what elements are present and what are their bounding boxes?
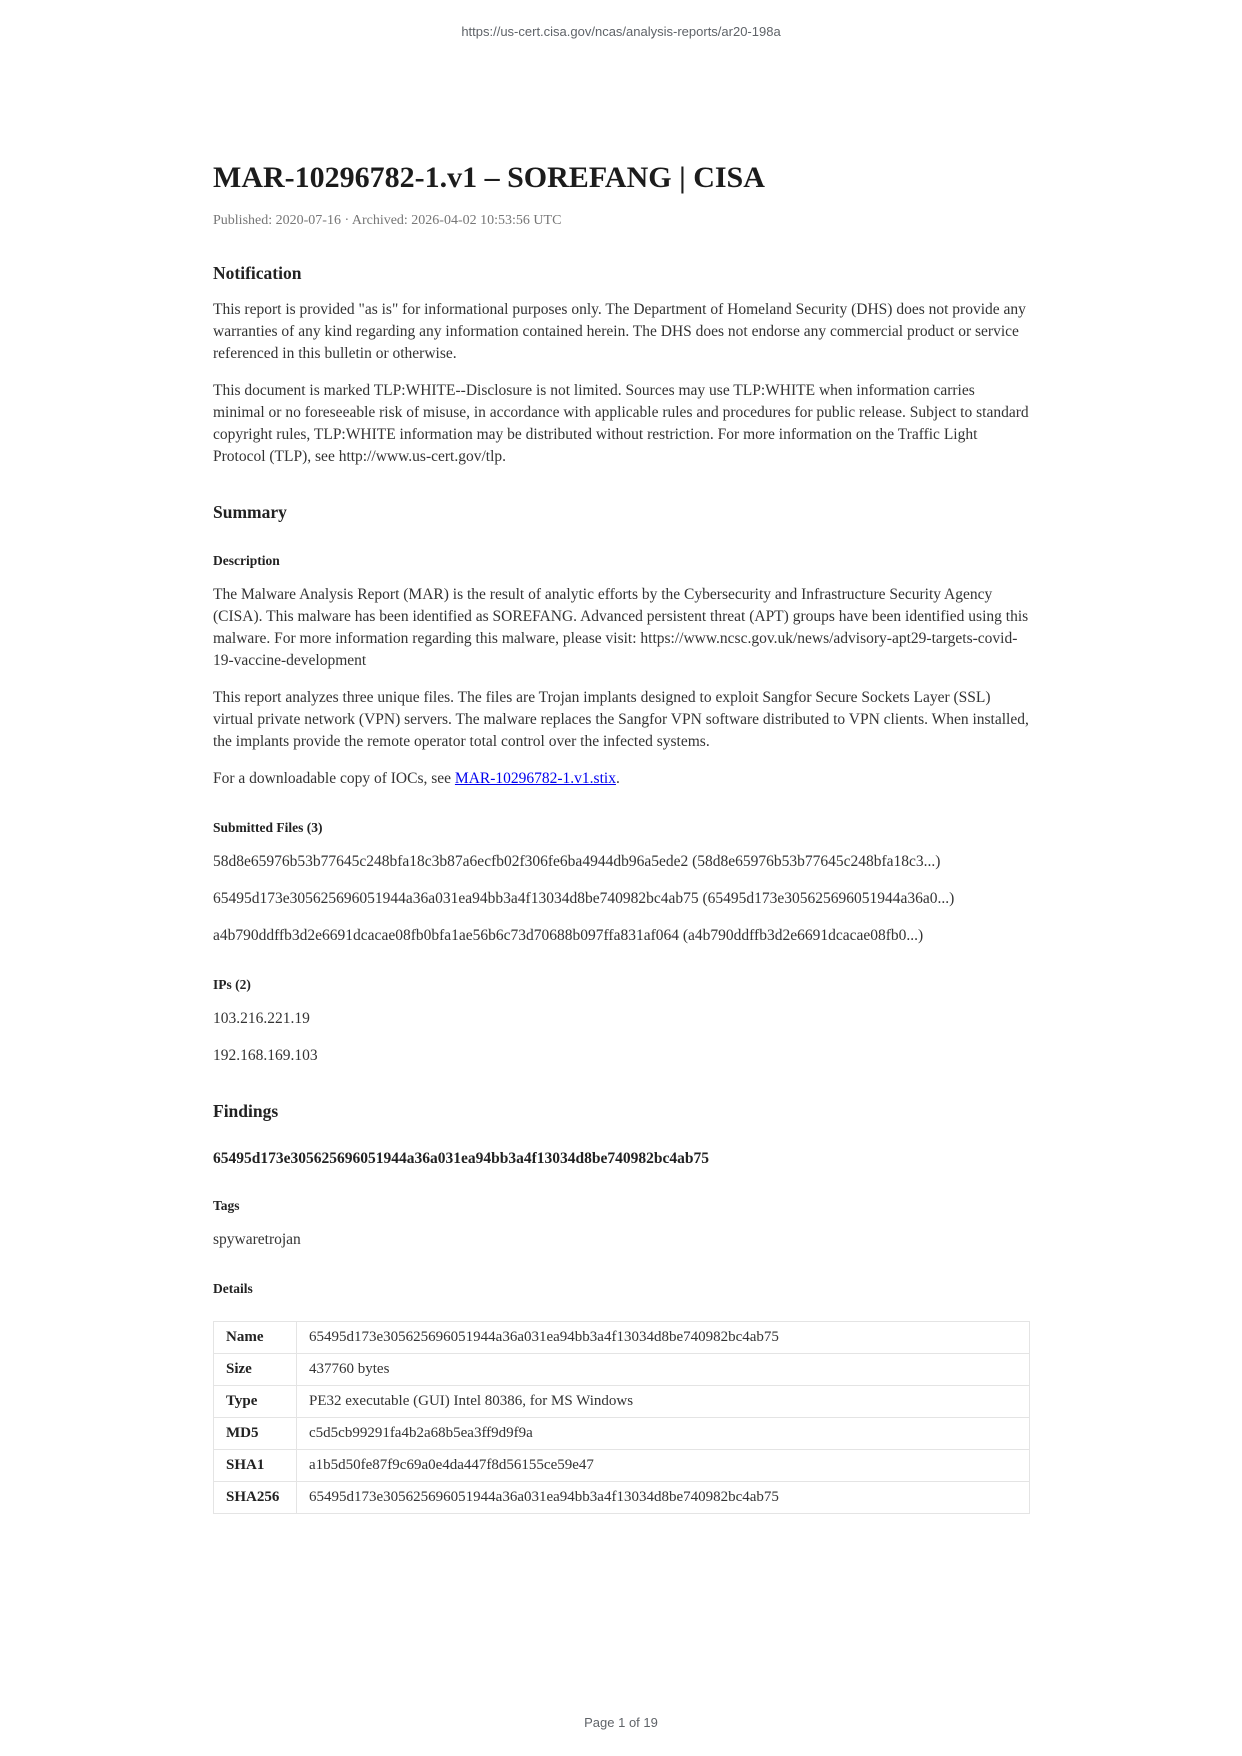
subheading-submitted-files: Submitted Files (3) [213, 820, 323, 835]
table-label: Type [214, 1386, 297, 1418]
notification-paragraph-1: This report is provided "as is" for informational purposes only. The Department of Homeland Security (DHS) does not provide any warranties of any kind regarding any information contained herein. The DHS does not endorse any commercial product or service referenced in this bulletin or otherwise. [213, 301, 1026, 362]
description-paragraph-1: The Malware Analysis Report (MAR) is the result of analytic efforts by the Cybersecurity and Infrastructure Security Agency (CISA). This malware has been identified as SOREFANG. Advanced persistent threat (APT) groups have been identified using this malware. For more information regarding this malware, please visit: https://www.ncsc.gov.uk/news/advisory-apt29-targets-covid-19-vaccine-development [213, 586, 1029, 669]
table-row-name [214, 1322, 1030, 1354]
table-label: Size [214, 1354, 297, 1386]
table-value: c5d5cb99291fa4b2a68b5ea3ff9d9f9a [297, 1418, 1030, 1450]
subheading-ips: IPs (2) [213, 977, 251, 992]
table-value: 437760 bytes [297, 1354, 1030, 1386]
table-row-size [214, 1354, 1030, 1386]
ioc-paragraph-text: For a downloadable copy of IOCs, see [213, 770, 455, 787]
page-title: MAR-10296782-1.v1 – SOREFANG | CISA [213, 161, 765, 194]
finding-file-hash-heading: 65495d173e305625696051944a36a031ea94bb3a4f13034d8be740982bc4ab75 [213, 1150, 710, 1167]
ip-address-1: 103.216.221.19 [213, 1010, 310, 1027]
submitted-file-hash-2: 65495d173e305625696051944a36a031ea94bb3a4f13034d8be740982bc4ab75 (65495d173e305625696051944a36a0...) [213, 890, 955, 907]
table-label: MD5 [214, 1418, 297, 1450]
table-value: a1b5d50fe87f9c69a0e4da447f8d56155ce59e47 [297, 1450, 1030, 1482]
description-paragraph-2: This report analyzes three unique files. The files are Trojan implants designed to exploit Sangfor Secure Sockets Layer (SSL) virtual private network (VPN) servers. The malware replaces the Sangfor VPN software distributed to VPN clients. When installed, the implants provide the remote operator total control over the infected systems. [213, 689, 1029, 750]
ip-address-2: 192.168.169.103 [213, 1047, 318, 1064]
published-archived-meta: Published: 2020-07-16 · Archived: 2026-04-02 10:53:56 UTC [213, 213, 562, 228]
table-label: SHA256 [214, 1482, 297, 1514]
table-label: SHA1 [214, 1450, 297, 1482]
submitted-file-hash-3: a4b790ddffb3d2e6691dcacae08fb0bfa1ae56b6c73d70688b097ffa831af064 (a4b790ddffb3d2e6691dcacae08fb0...) [213, 927, 924, 944]
section-heading-notification: Notification [213, 263, 302, 283]
details-table [213, 1321, 1030, 1514]
ioc-download-paragraph [213, 768, 1030, 790]
table-row-sha256 [214, 1482, 1030, 1514]
table-value: 65495d173e305625696051944a36a031ea94bb3a4f13034d8be740982bc4ab75 [297, 1482, 1030, 1514]
section-heading-summary: Summary [213, 502, 287, 522]
report-content [213, 0, 1030, 1514]
table-row-md5 [214, 1418, 1030, 1450]
table-row-sha1 [214, 1450, 1030, 1482]
table-label: Name [214, 1322, 297, 1354]
section-heading-findings: Findings [213, 1101, 279, 1121]
print-header-url: https://us-cert.cisa.gov/ncas/analysis-reports/ar20-198a [461, 24, 781, 39]
tags-value: spywaretrojan [213, 1231, 301, 1248]
table-value: PE32 executable (GUI) Intel 80386, for MS Windows [297, 1386, 1030, 1418]
table-row-type [214, 1386, 1030, 1418]
subheading-description: Description [213, 553, 280, 568]
subheading-tags: Tags [213, 1198, 240, 1213]
ioc-paragraph-period: . [615, 770, 620, 787]
subheading-details: Details [213, 1281, 253, 1296]
table-value: 65495d173e305625696051944a36a031ea94bb3a4f13034d8be740982bc4ab75 [297, 1322, 1030, 1354]
notification-paragraph-2: This document is marked TLP:WHITE--Disclosure is not limited. Sources may use TLP:WHITE when information carries minimal or no foreseeable risk of misuse, in accordance with applicable rules and procedures for public release. Subject to standard copyright rules, TLP:WHITE information may be distributed without restriction. For more information on the Traffic Light Protocol (TLP), see http://www.us-cert.gov/tlp. [213, 382, 1029, 465]
submitted-file-hash-1: 58d8e65976b53b77645c248bfa18c3b87a6ecfb02f306fe6ba4944db96a5ede2 (58d8e65976b53b77645c248bfa18c3...) [213, 853, 941, 870]
print-footer-page-number: Page 1 of 19 [584, 1715, 658, 1730]
stix-download-link[interactable]: MAR-10296782-1.v1.stix [454, 770, 616, 787]
